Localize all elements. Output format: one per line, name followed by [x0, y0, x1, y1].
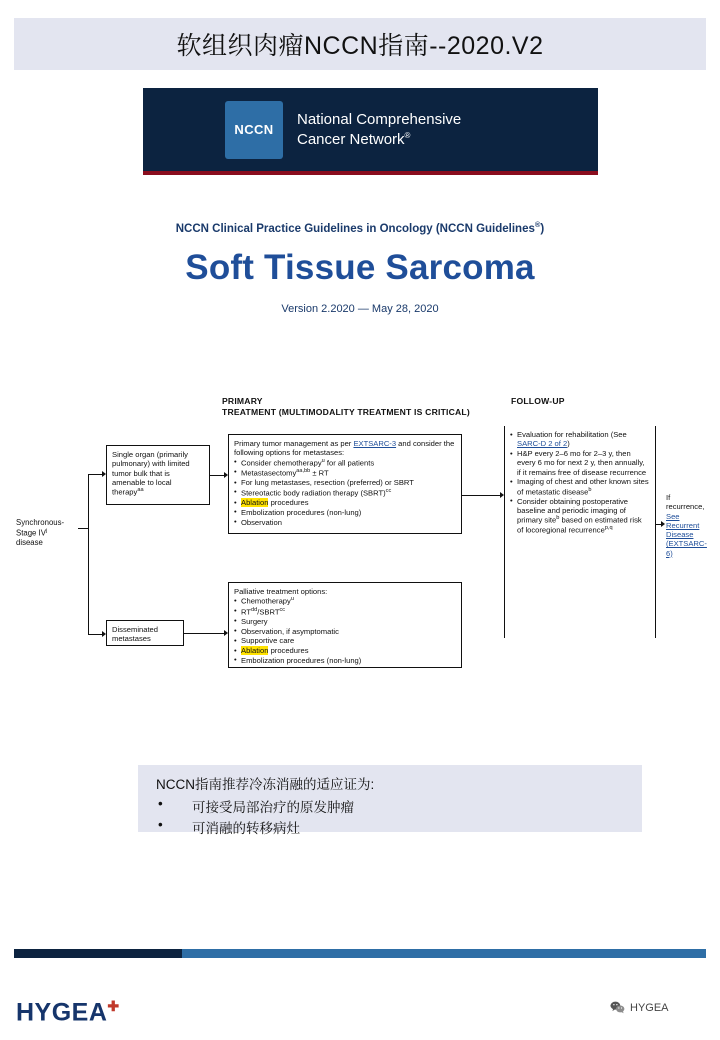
connector — [78, 528, 88, 529]
primary-treatment-intro: Primary tumor management as per EXTSARC-3 and consider the following options for metastases: — [234, 439, 455, 458]
footer-rule-light — [182, 949, 706, 958]
connector — [184, 633, 226, 634]
brand-logo — [16, 998, 120, 1027]
list-item: • Chemotherapy$^u$ — [234, 596, 456, 606]
nccn-badge-label: NCCN — [234, 122, 274, 137]
highlight-ablation: Ablation — [241, 498, 269, 508]
cross-icon: ✚ — [107, 998, 120, 1014]
list-item: • Embolization procedures (non-lung) — [234, 656, 456, 665]
link-see[interactable]: See — [666, 511, 680, 521]
page-title: 软组织肉瘤NCCN指南--2020.V2 — [176, 32, 544, 60]
nccn-logo-banner — [143, 88, 598, 175]
primary-treatment-box — [228, 434, 462, 534]
branch-disseminated: Disseminated metastases — [106, 620, 184, 646]
followup-list — [510, 430, 649, 535]
nccn-wordmark-line1: National Comprehensive — [297, 111, 462, 129]
list-item-ablation: • Ablation procedures — [234, 646, 456, 655]
callout-bullet-text: 可接受局部治疗的原发肿瘤 — [192, 800, 354, 815]
palliative-treatment-box — [228, 582, 462, 668]
document-subtitle: NCCN Clinical Practice Guidelines in Oncology (NCCN Guidelines®) — [175, 220, 545, 235]
list-item-ablation: • Ablation procedures — [234, 498, 456, 507]
callout-box — [138, 765, 642, 836]
list-item: • Stereotactic body radiation therapy (SBRT)$^{cc}$ — [234, 488, 456, 498]
nccn-badge-icon — [225, 101, 283, 159]
document-title: Soft Tissue Sarcoma — [185, 248, 535, 287]
rule — [655, 426, 656, 638]
rule — [504, 426, 505, 638]
list-item: • Metastasectomy$^{aa,bb}$ ± RT — [234, 468, 456, 478]
callout-bullet-text: 可消融的转移病灶 — [192, 821, 300, 836]
column-header-primary: PRIMARY — [222, 396, 263, 406]
link-sarc-d[interactable]: SARC-D 2 of 2 — [517, 439, 568, 449]
registered-mark: ® — [404, 130, 411, 140]
list-item: • H&P every 2–6 mo for 2–3 y, then every 6 mo for next 2 y, then annually, if it remains free of disease recurrence — [510, 449, 649, 477]
nccn-wordmark — [297, 110, 461, 148]
bullet-marker: • — [158, 796, 163, 811]
link-disease[interactable]: Disease — [666, 530, 694, 539]
primary-treatment-list — [234, 458, 456, 527]
list-item: • Observation, if asymptomatic — [234, 627, 456, 636]
list-item: • Imaging of chest and other known sites of metastatic disease$^b$ — [510, 477, 649, 496]
connector — [88, 474, 89, 634]
column-header-primary-sub: TREATMENT (MULTIMODALITY TREATMENT IS CRITICAL) — [222, 407, 470, 417]
highlight-ablation: Ablation — [241, 646, 269, 656]
list-item: • Observation — [234, 518, 456, 527]
column-header-followup: FOLLOW-UP — [511, 396, 565, 406]
link-extsarc-6[interactable]: (EXTSARC-6) — [666, 539, 707, 558]
arrow — [661, 521, 665, 527]
brand-name: HYGEA — [16, 998, 108, 1027]
recurrence-box: If recurrence, See Recurrent Disease (EXTSARC-6) — [666, 493, 707, 558]
connector — [462, 495, 502, 496]
link-extsarc-3[interactable]: EXTSARC-3 — [353, 439, 397, 448]
wechat-credit — [610, 1001, 669, 1014]
wechat-icon — [610, 1001, 625, 1014]
callout-bullet — [156, 796, 630, 816]
wechat-label: HYGEA — [630, 1001, 669, 1014]
list-item: • Consider obtaining postoperative baseline and periodic imaging of primary site$^b$ based on estimated risk of locoregional recurrence$^{p,q}$ — [510, 497, 649, 535]
list-item: • Surgery — [234, 617, 456, 626]
list-item: • Embolization procedures (non-lung) — [234, 508, 456, 517]
list-item: • Consider chemotherapy$^u$ for all patients — [234, 458, 456, 468]
link-recurrent[interactable]: Recurrent — [666, 520, 700, 530]
palliative-list — [234, 596, 456, 665]
branch-single-organ: Single organ (primarily pulmonary) with limited tumor bulk that is amenable to local therapy$^{aa}$ — [106, 445, 210, 505]
algorithm-figure — [14, 392, 706, 682]
footer-rule-dark — [14, 949, 182, 958]
document-version: Version 2.2020 — May 28, 2020 — [281, 303, 439, 315]
list-item: • $RT^{dd}/SBRT^{cc}$ — [234, 607, 456, 617]
page-title-bar — [14, 18, 706, 70]
callout-heading: NCCN指南推荐冷冻消融的适应证为: — [156, 777, 375, 792]
nccn-wordmark-line2: Cancer Network® — [297, 130, 411, 148]
list-item: • Evaluation for rehabilitation (See SARC-D 2 of 2) — [510, 430, 649, 449]
palliative-intro: Palliative treatment options: — [234, 587, 328, 596]
list-item: • Supportive care — [234, 636, 456, 645]
list-item: • For lung metastases, resection (preferred) or SBRT — [234, 478, 456, 487]
followup-box — [506, 426, 654, 638]
bullet-marker: • — [158, 817, 163, 832]
callout-bullet — [156, 817, 630, 837]
stage-label: Synchronous- Stage $IV^j$ disease — [16, 518, 65, 547]
